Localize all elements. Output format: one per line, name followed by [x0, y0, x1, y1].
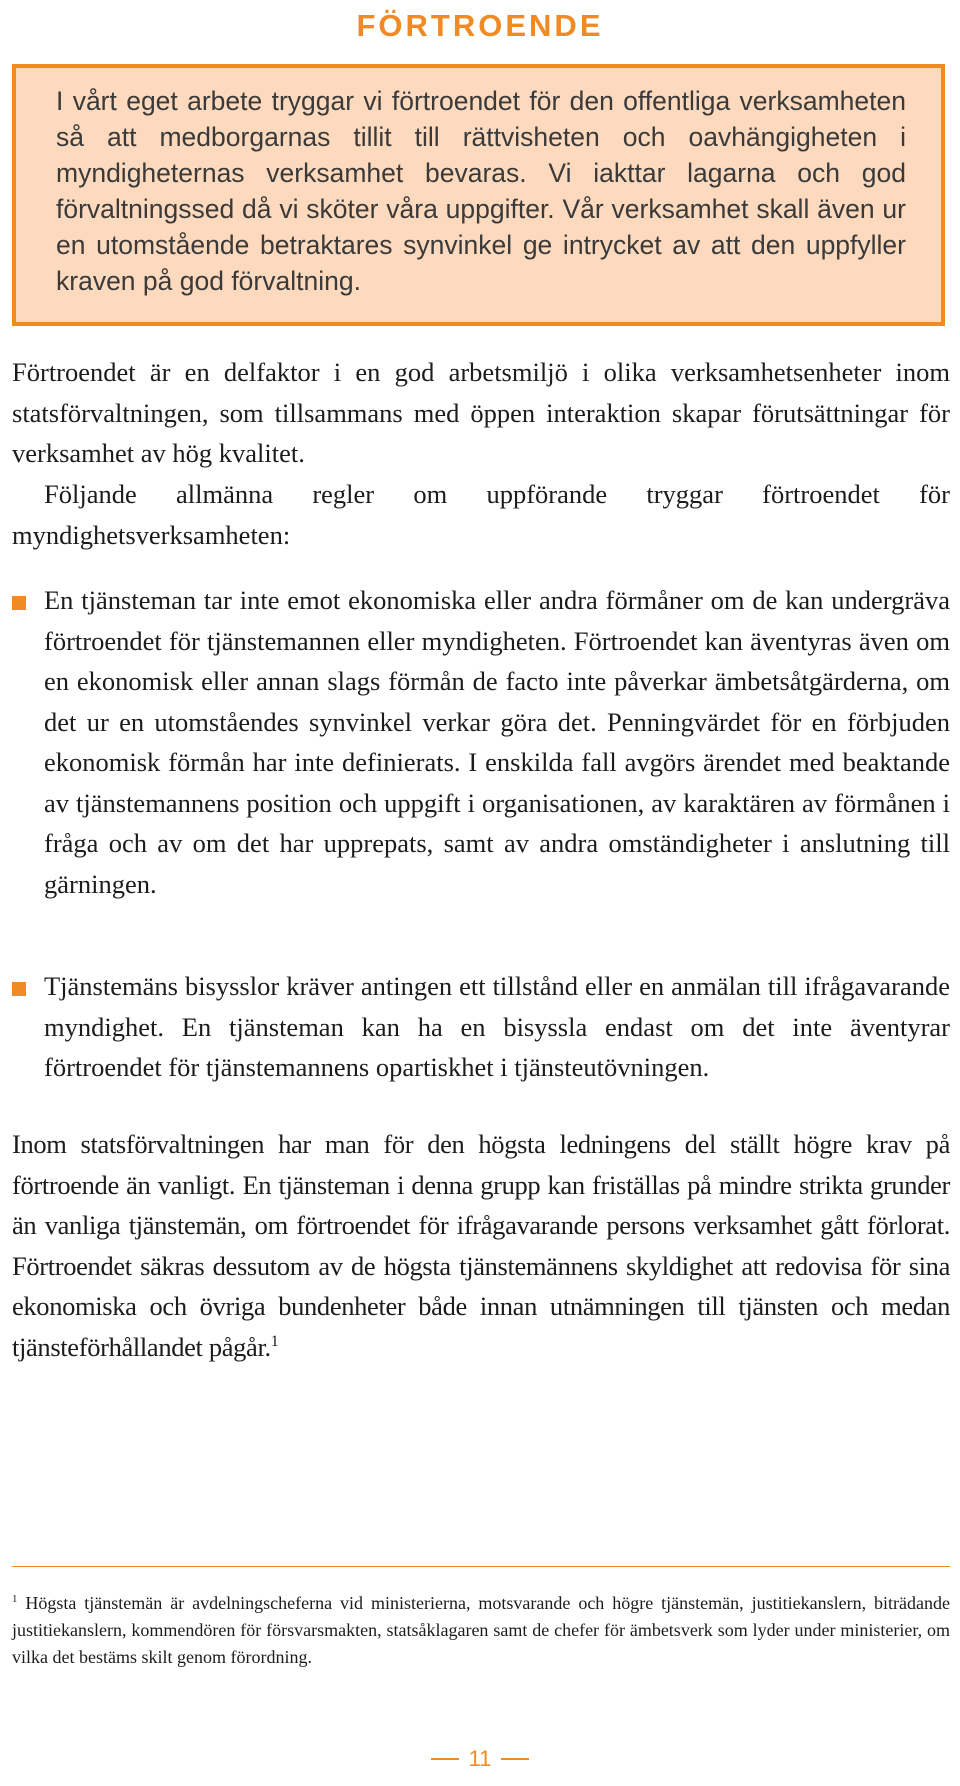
page-number-value: 11 [468, 1746, 492, 1771]
callout-text: I vårt eget arbete tryggar vi förtroendet för den offentliga verksamheten så att medborgarnas tillit till rättvisheten och oavhängigheten i myndigheternas verksamhet bevaras. Vi iakttar lagarna och god förvaltningssed då vi sköter våra uppgifter. Vår verksamhet skall även ur en utomstående betraktares synvinkel ge intrycket av att den uppfyller kraven på god förvaltning. [56, 86, 906, 296]
section-heading: FÖRTROENDE [356, 8, 604, 43]
footnote-text: Högsta tjänstemän är avdelningscheferna vid ministerierna, motsvarande och högre tjänstemän, justitiekanslern, biträdande justitiekanslern, kommendören för försvarsmakten, statsåklagaren samt de chefer för ämbetsverk som lyder under ministerier, om vilka det bestäms skilt genom förordning. [12, 1593, 950, 1667]
footnote-reference: 1 [270, 1332, 279, 1350]
bullet-text: En tjänsteman tar inte emot ekonomiska eller andra förmåner om de kan undergräva förtroendet för tjänstemannen eller myndigheten. Förtroendet kan äventyras även om en ekonomisk eller annan slags förmån de facto inte påverkar ämbetsåtgärderna, om det ur en utomståendes synvinkel verkar göra det. Penningvärdet för en förbjuden ekonomisk förmån har inte definierats. I enskilda fall avgörs ärendet med beaktande av tjänstemannens position och uppgift i organisationen, av karaktären av förmånen i fråga och av om det har upprepats, samt av andra omständigheter i anslutning till gärningen. [44, 585, 950, 899]
bullet-text: Tjänstemäns bisysslor kräver antingen ett tillstånd eller en anmälan till ifrågavarande myndighet. En tjänsteman kan ha en bisyssla endast om det inte äventyrar förtroendet för tjänstemannens opartiskhet i tjänsteutövningen. [44, 971, 950, 1082]
bullet-square-icon [12, 982, 26, 996]
closing-paragraph [12, 1124, 950, 1367]
closing-paragraph-text: Inom statsförvaltningen har man för den högsta ledningens del ställt högre krav på förtroende än vanligt. En tjänsteman i denna grupp kan friställas på mindre strikta grunder än vanliga tjänstemän, om förtroendet för ifrågavarande persons verksamhet gått förlorat. Förtroendet säkras dessutom av de högsta tjänstemännens skyldighet att redovisa för sina ekonomiska och övriga bundenheter både innan utnämningen till tjänsten och medan tjänsteförhållandet pågår. [12, 1129, 950, 1362]
callout-box [12, 64, 945, 326]
page-number [0, 1746, 960, 1772]
bullet-square-icon [12, 596, 26, 610]
rules-intro-paragraph: Följande allmänna regler om uppförande tryggar förtroendet för myndighetsverksamheten: [12, 479, 950, 550]
intro-paragraph: Förtroendet är en delfaktor i en god arbetsmiljö i olika verksamhetsenheter inom statsförvaltningen, som tillsammans med öppen interaktion skapar förutsättningar för verksamhet av hög kvalitet. [12, 357, 950, 468]
bullet-item-benefits [12, 580, 950, 904]
footnote-divider [12, 1566, 950, 1567]
page-number-dash-left [431, 1758, 459, 1760]
footnote [12, 1590, 950, 1671]
page-number-dash-right [501, 1758, 529, 1760]
bullet-item-side-jobs [12, 966, 950, 1088]
footnote-marker: 1 [12, 1593, 18, 1605]
